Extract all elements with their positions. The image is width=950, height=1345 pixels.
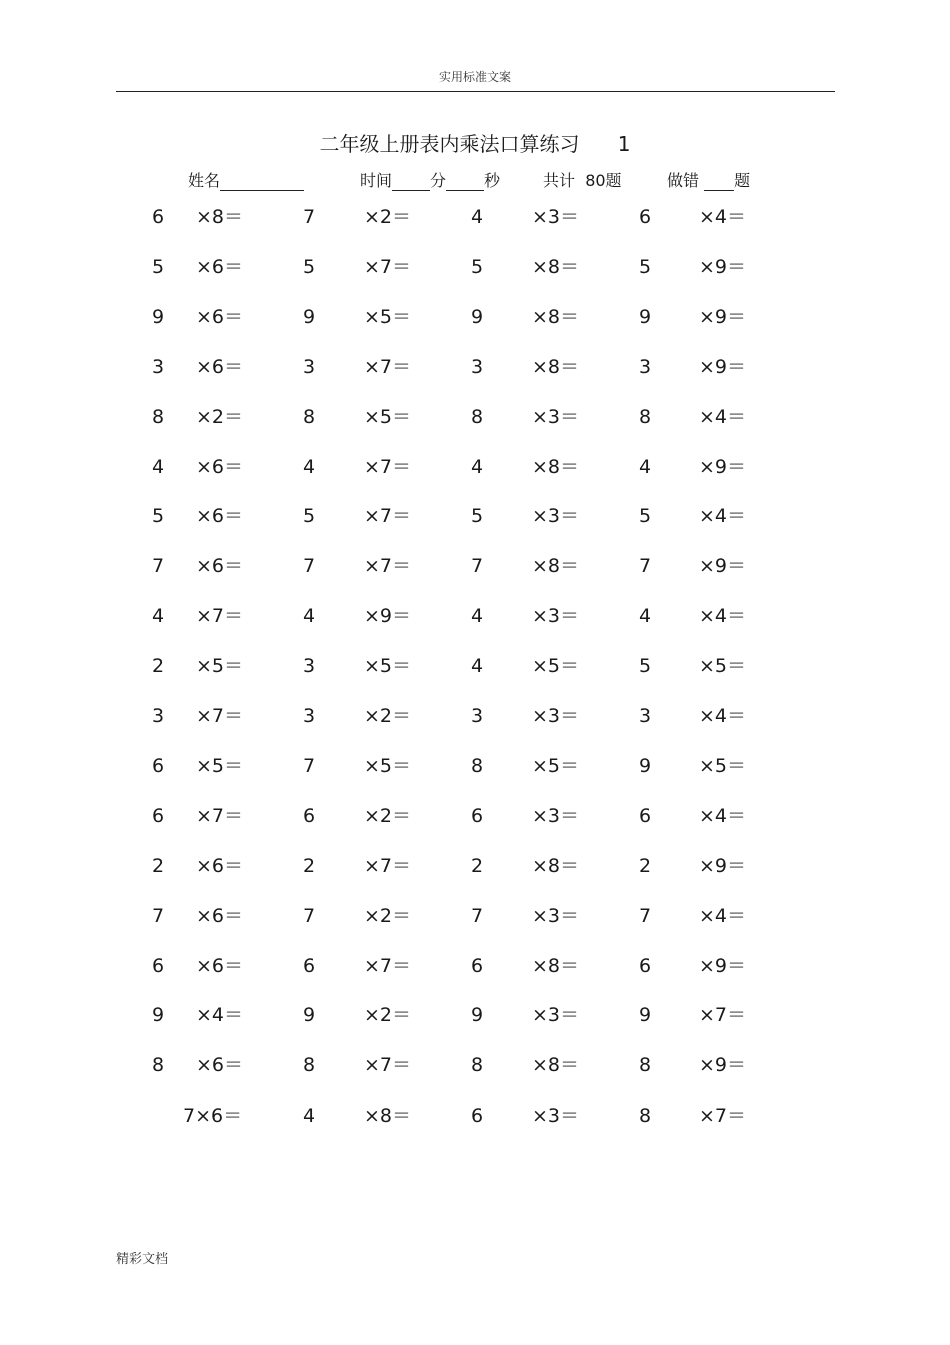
multiplier-expression: ×4＝: [699, 206, 747, 228]
name-blank[interactable]: [220, 172, 304, 191]
problem-row: [0, 551, 950, 581]
multiplicand: 7: [303, 206, 316, 228]
multiplicand: 4: [471, 456, 484, 478]
multiplier-expression: ×5＝: [364, 406, 412, 428]
multiplicand: 5: [303, 256, 316, 278]
multiplicand: 4: [639, 605, 652, 627]
worksheet-title: [0, 128, 950, 157]
multiplicand: 6: [152, 755, 165, 777]
multiplier-expression: ×9＝: [699, 555, 747, 577]
multiplier-expression: ×5＝: [532, 655, 580, 677]
wrong-label: 做错: [667, 171, 700, 190]
multiplier-expression: ×5＝: [699, 655, 747, 677]
multiplicand: 5: [471, 256, 484, 278]
multiplicand: 9: [471, 1004, 484, 1026]
multiplier-expression: ×3＝: [532, 805, 580, 827]
multiplicand: 5: [152, 505, 165, 527]
multiplicand: 8: [303, 406, 316, 428]
multiplicand: 5: [303, 505, 316, 527]
multiplier-expression: ×7＝: [364, 256, 412, 278]
multiplicand: 3: [471, 356, 484, 378]
multiplicand: 2: [471, 855, 484, 877]
multiplier-expression: ×7＝: [196, 605, 244, 627]
multiplier-expression: ×9＝: [699, 1054, 747, 1076]
multiplier-expression: ×9＝: [699, 356, 747, 378]
multiplicand: 9: [303, 306, 316, 328]
multiplier-expression: ×9＝: [364, 605, 412, 627]
multiplier-expression: ×3＝: [532, 905, 580, 927]
multiplier-expression: ×3＝: [532, 505, 580, 527]
time-field: [360, 168, 500, 191]
multiplier-expression: ×8＝: [532, 1054, 580, 1076]
multiplicand: 4: [303, 1105, 316, 1127]
multiplier-expression: ×2＝: [364, 705, 412, 727]
multiplier-expression: ×8＝: [364, 1105, 412, 1127]
multiplicand: 8: [639, 406, 652, 428]
problem-row: [0, 901, 950, 931]
multiplier-expression: ×6＝: [196, 456, 244, 478]
multiplicand: 2: [152, 855, 165, 877]
multiplier-expression: ×9＝: [699, 955, 747, 977]
multiplier-expression: ×7＝: [364, 555, 412, 577]
multiplier-expression: ×7＝: [196, 705, 244, 727]
multiplicand: 6: [639, 206, 652, 228]
multiplier-expression: ×2＝: [364, 1004, 412, 1026]
problem-row: [0, 951, 950, 981]
multiplicand: 8: [639, 1105, 652, 1127]
multiplicand: 8: [152, 1054, 165, 1076]
multiplier-expression: ×4＝: [699, 705, 747, 727]
total-value: 80: [585, 171, 606, 190]
problem-row: [0, 352, 950, 382]
multiplier-expression: ×6＝: [196, 905, 244, 927]
problem-row: [0, 202, 950, 232]
multiplicand: 4: [152, 456, 165, 478]
multiplier-expression: ×2＝: [364, 206, 412, 228]
total-field: [543, 168, 622, 191]
multiplier-expression: ×8＝: [532, 955, 580, 977]
multiplier-expression: ×2＝: [364, 805, 412, 827]
multiplier-expression: ×9＝: [699, 456, 747, 478]
total-unit: 题: [605, 171, 622, 190]
multiplicand: 5: [639, 505, 652, 527]
wrong-field: [667, 168, 750, 191]
multiplier-expression: ×3＝: [532, 705, 580, 727]
total-label: 共计: [543, 171, 576, 190]
multiplier-expression: ×2＝: [196, 406, 244, 428]
multiplier-expression: ×3＝: [532, 406, 580, 428]
problem-row: [0, 851, 950, 881]
multiplicand: 7: [152, 905, 165, 927]
multiplier-expression: ×7＝: [364, 456, 412, 478]
multiplicand: 3: [639, 705, 652, 727]
minute-blank[interactable]: [392, 172, 430, 191]
problem-row: [0, 252, 950, 282]
multiplicand: 4: [639, 456, 652, 478]
multiplier-expression: ×6＝: [196, 1054, 244, 1076]
multiplicand: 7: [303, 905, 316, 927]
multiplier-expression: ×8＝: [532, 356, 580, 378]
multiplicand: 9: [303, 1004, 316, 1026]
name-field: [188, 168, 304, 191]
multiplier-expression: ×4＝: [699, 406, 747, 428]
multiplicand: 2: [303, 855, 316, 877]
multiplicand: 9: [639, 1004, 652, 1026]
multiplicand: 7: [639, 905, 652, 927]
multiplicand: 5: [639, 655, 652, 677]
multiplier-expression: ×6＝: [196, 955, 244, 977]
multiplicand: 9: [152, 1004, 165, 1026]
multiplier-expression: ×4＝: [196, 1004, 244, 1026]
multiplicand: 3: [303, 655, 316, 677]
multiplicand: 9: [471, 306, 484, 328]
multiplicand: 5: [639, 256, 652, 278]
problem-row: [0, 1000, 950, 1030]
multiplicand: 4: [152, 605, 165, 627]
multiplier-expression: ×6＝: [196, 855, 244, 877]
multiplier-expression: ×9＝: [699, 256, 747, 278]
minute-label: 分: [430, 171, 447, 190]
page-footer: 精彩文档: [116, 1252, 169, 1267]
second-blank[interactable]: [446, 172, 484, 191]
multiplier-expression: ×3＝: [532, 1105, 580, 1127]
multiplier-expression: ×7＝: [699, 1105, 747, 1127]
problem-row: [0, 601, 950, 631]
multiplier-expression: ×8＝: [532, 855, 580, 877]
multiplicand: 8: [471, 755, 484, 777]
multiplier-expression: ×3＝: [532, 605, 580, 627]
multiplier-expression: ×5＝: [699, 755, 747, 777]
multiplier-expression: ×6＝: [196, 505, 244, 527]
multiplicand: 3: [639, 356, 652, 378]
multiplier-expression: ×9＝: [699, 306, 747, 328]
multiplier-expression: ×4＝: [699, 505, 747, 527]
problem-row: [0, 402, 950, 432]
multiplier-expression: ×5＝: [532, 755, 580, 777]
multiplicand: 3: [303, 356, 316, 378]
problem-row: [0, 501, 950, 531]
multiplier-expression: ×7＝: [364, 356, 412, 378]
multiplier-expression: ×5＝: [196, 755, 244, 777]
multiplicand: 8: [303, 1054, 316, 1076]
multiplier-expression: ×8＝: [532, 256, 580, 278]
multiplicand: 6: [639, 955, 652, 977]
multiplicand: 7: [303, 555, 316, 577]
multiplier-expression: ×5＝: [196, 655, 244, 677]
multiplier-expression: ×7＝: [364, 855, 412, 877]
multiplier-expression: ×4＝: [699, 805, 747, 827]
multiplier-expression: ×2＝: [364, 905, 412, 927]
multiplicand: 6: [303, 805, 316, 827]
name-label: 姓名: [188, 171, 221, 190]
multiplicand: 6: [152, 955, 165, 977]
multiplicand: 7: [471, 555, 484, 577]
multiplier-expression: ×4＝: [699, 605, 747, 627]
multiplier-expression: ×7＝: [196, 805, 244, 827]
header-divider: [116, 91, 835, 92]
multiplicand: 3: [471, 705, 484, 727]
multiplier-expression: ×7＝: [364, 505, 412, 527]
multiplicand: 5: [152, 256, 165, 278]
multiplicand: 5: [471, 505, 484, 527]
multiplicand: 6: [152, 805, 165, 827]
problem-row: [0, 751, 950, 781]
multiplier-expression: ×3＝: [532, 1004, 580, 1026]
multiplicand: 7: [471, 905, 484, 927]
multiplicand: 3: [152, 356, 165, 378]
problem-row: [0, 701, 950, 731]
multiplier-expression: ×9＝: [699, 855, 747, 877]
multiplier-expression: ×6＝: [196, 555, 244, 577]
multiplicand: 2: [639, 855, 652, 877]
multiplier-expression: ×4＝: [699, 905, 747, 927]
multiplicand: 6: [303, 955, 316, 977]
problem-row: [0, 302, 950, 332]
multiplier-expression: ×8＝: [532, 306, 580, 328]
wrong-unit: 题: [734, 171, 751, 190]
multiplicand: 4: [303, 605, 316, 627]
multiplicand: 6: [471, 805, 484, 827]
problem-row: [0, 801, 950, 831]
problem-row: [0, 1050, 950, 1080]
multiplicand: 9: [639, 755, 652, 777]
multiplicand: 9: [639, 306, 652, 328]
multiplier-expression: ×5＝: [364, 655, 412, 677]
problem-row-last: [0, 1101, 950, 1131]
multiplier-expression: ×5＝: [364, 755, 412, 777]
multiplier-expression: ×3＝: [532, 206, 580, 228]
problem-expression: 7×6＝: [183, 1105, 243, 1127]
multiplicand: 7: [303, 755, 316, 777]
time-label: 时间: [360, 171, 393, 190]
multiplier-expression: ×7＝: [364, 955, 412, 977]
multiplicand: 8: [471, 1054, 484, 1076]
title-text: 二年级上册表内乘法口算练习: [319, 132, 580, 156]
multiplier-expression: ×7＝: [699, 1004, 747, 1026]
multiplicand: 6: [471, 955, 484, 977]
multiplier-expression: ×6＝: [196, 356, 244, 378]
problem-row: [0, 452, 950, 482]
multiplicand: 8: [471, 406, 484, 428]
multiplicand: 7: [639, 555, 652, 577]
multiplicand: 4: [471, 655, 484, 677]
multiplicand: 3: [303, 705, 316, 727]
page-header: 实用标准文案: [438, 70, 511, 84]
wrong-blank[interactable]: [704, 172, 734, 191]
multiplier-expression: ×6＝: [196, 256, 244, 278]
multiplier-expression: ×8＝: [532, 456, 580, 478]
multiplier-expression: ×7＝: [364, 1054, 412, 1076]
multiplicand: 6: [639, 805, 652, 827]
multiplicand: 9: [152, 306, 165, 328]
second-label: 秒: [484, 171, 501, 190]
multiplier-expression: ×5＝: [364, 306, 412, 328]
multiplicand: 4: [471, 206, 484, 228]
multiplicand: 7: [152, 555, 165, 577]
multiplier-expression: ×8＝: [196, 206, 244, 228]
multiplier-expression: ×8＝: [532, 555, 580, 577]
multiplicand: 4: [471, 605, 484, 627]
multiplicand: 6: [471, 1105, 484, 1127]
title-number: 1: [617, 132, 631, 156]
problem-row: [0, 651, 950, 681]
multiplicand: 8: [152, 406, 165, 428]
multiplicand: 6: [152, 206, 165, 228]
multiplicand: 8: [639, 1054, 652, 1076]
multiplier-expression: ×6＝: [196, 306, 244, 328]
multiplicand: 4: [303, 456, 316, 478]
multiplicand: 3: [152, 705, 165, 727]
multiplicand: 2: [152, 655, 165, 677]
